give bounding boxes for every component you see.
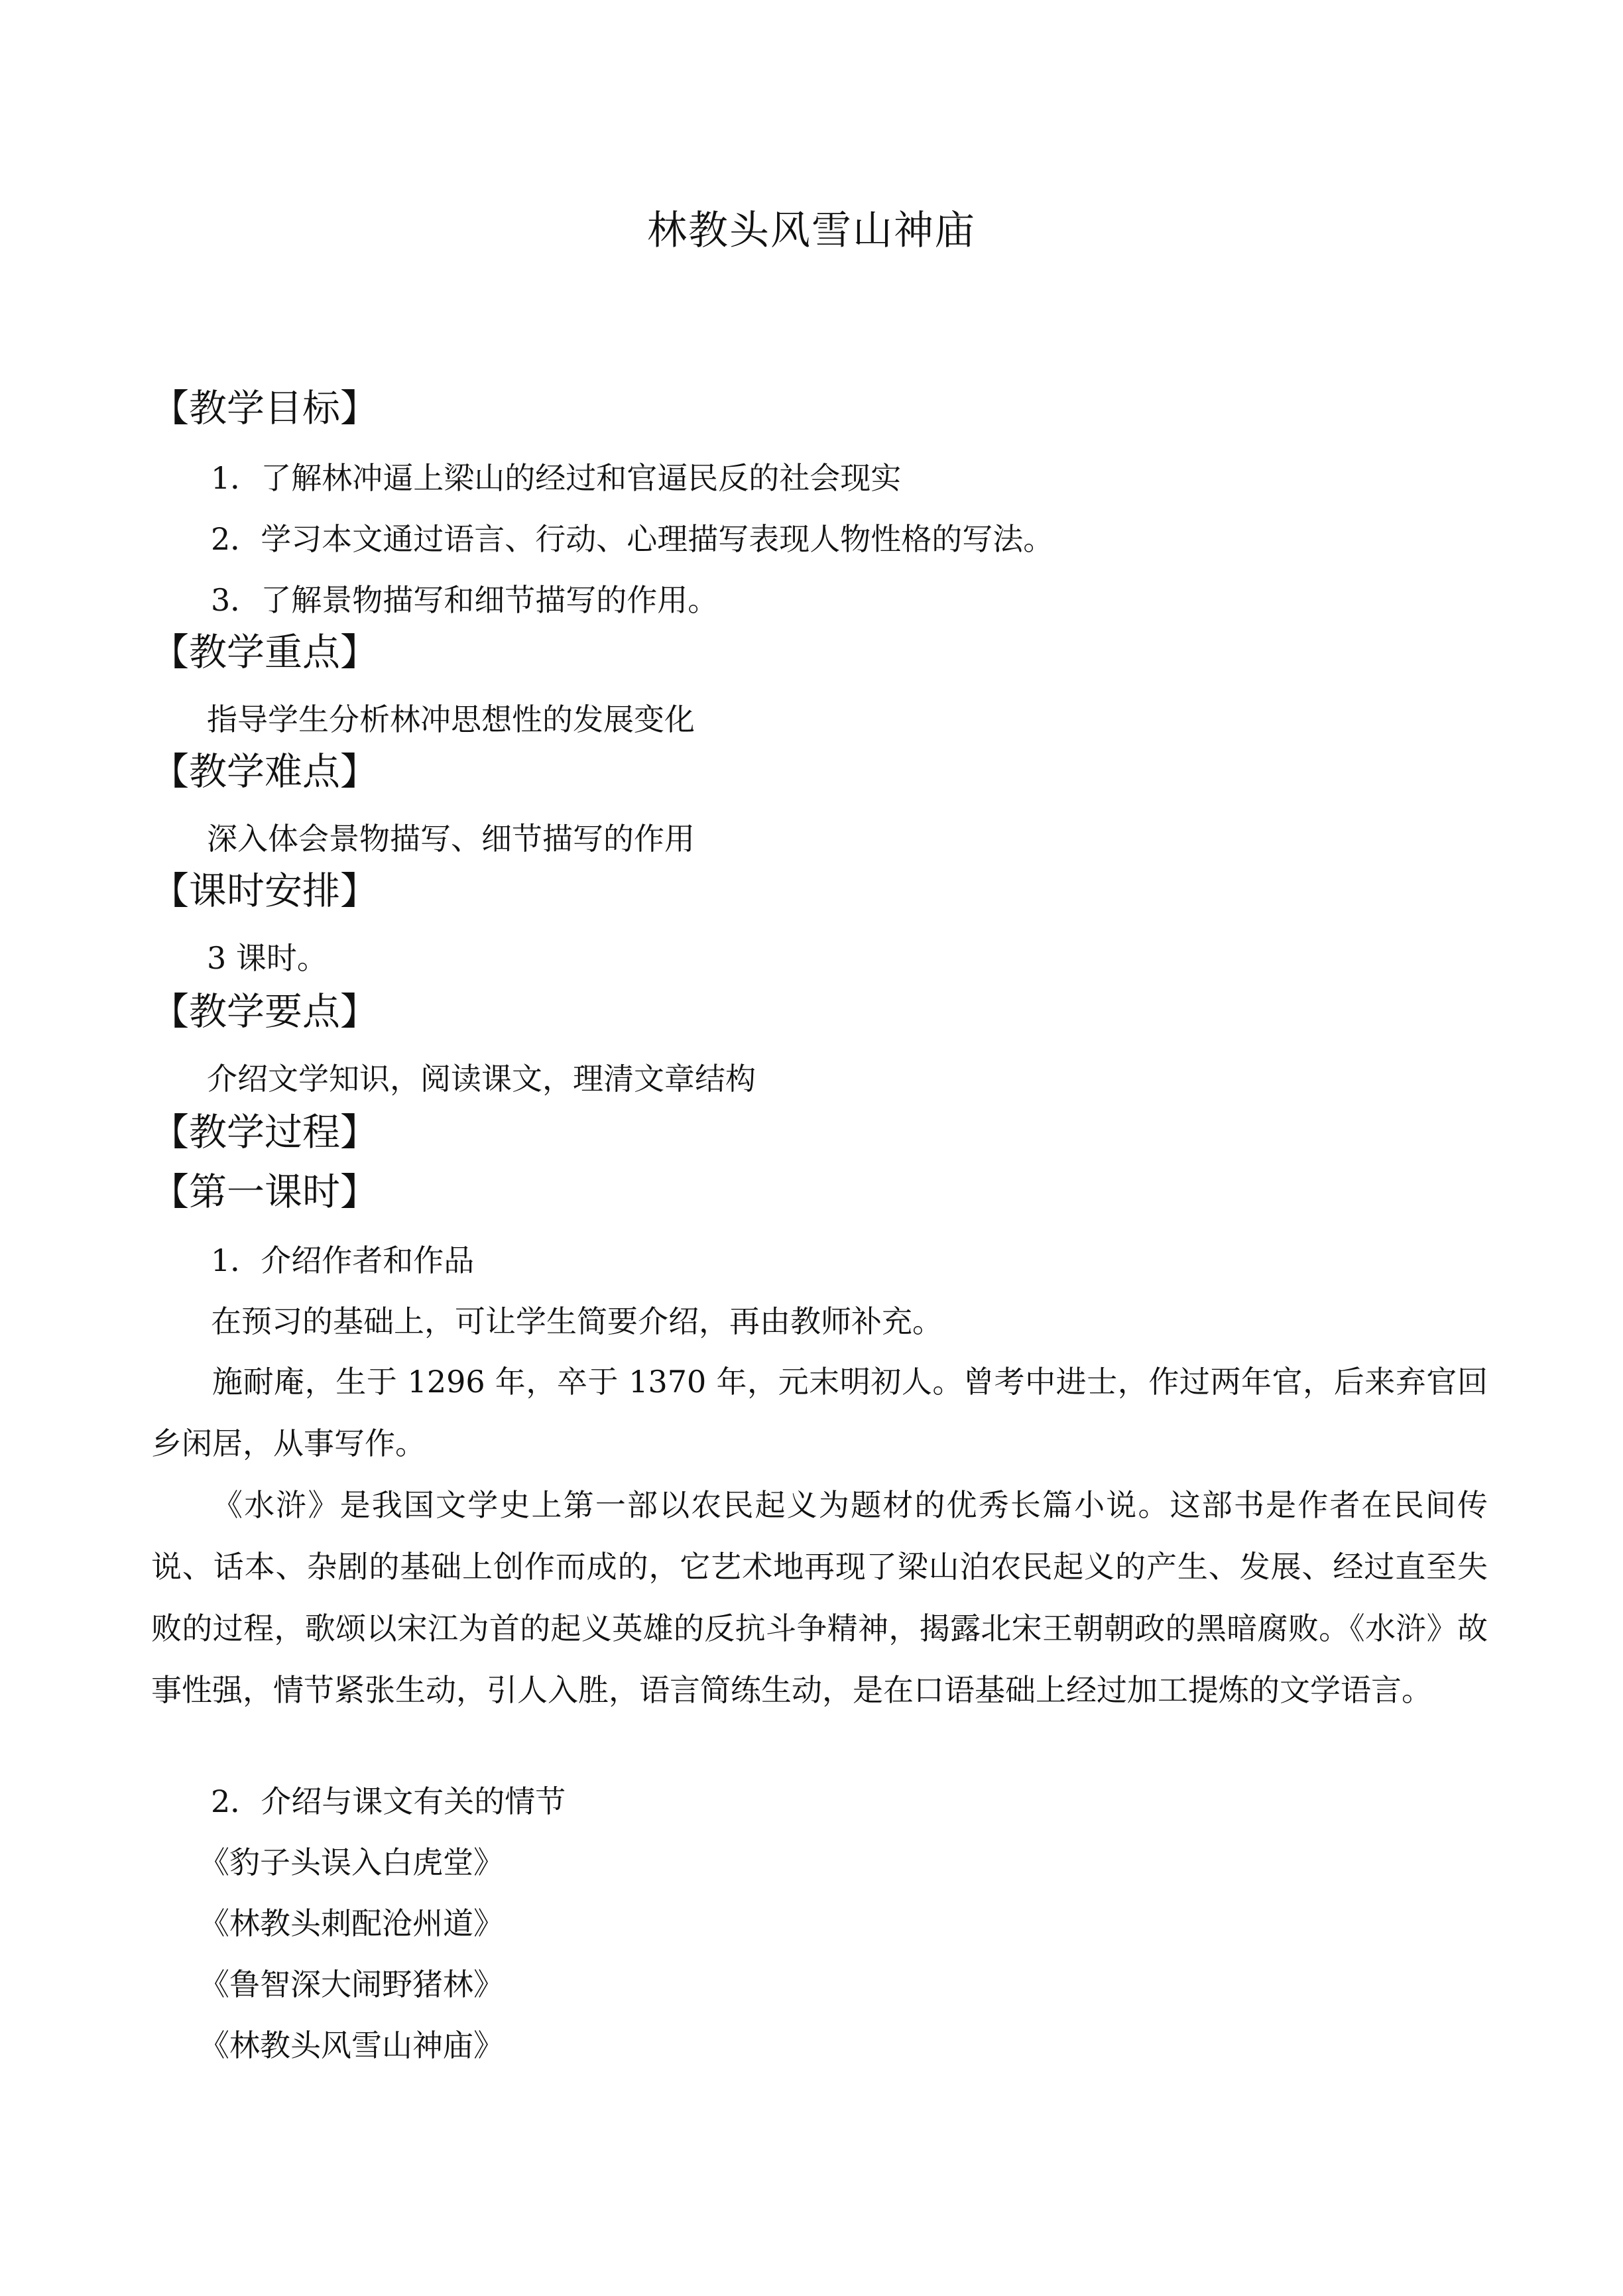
- author-paragraph: 施耐庵，生于 1296 年，卒于 1370 年，元末明初人。曾考中进士，作过两年官，后来弃官回乡闲居，从事写作。: [151, 1364, 1488, 1461]
- chapter-item-3: 《鲁智深大闹野猪林》: [199, 1966, 504, 2002]
- objective-item-1: 1．了解林冲逼上梁山的经过和官逼民反的社会现实: [211, 460, 902, 496]
- key-points-heading: 【教学重点】: [151, 631, 378, 674]
- step-1-note: 在预习的基础上，可让学生简要介绍，再由教师补充。: [211, 1303, 943, 1339]
- chapter-item-2: 《林教头刺配沧州道》: [199, 1905, 504, 1941]
- objective-item-2: 2．学习本文通过语言、行动、心理描写表现人物性格的写法。: [211, 521, 1054, 557]
- schedule-heading: 【课时安排】: [151, 869, 378, 913]
- objective-item-3: 3．了解景物描写和细节描写的作用。: [211, 582, 719, 618]
- process-heading: 【教学过程】: [151, 1111, 378, 1154]
- chapter-item-4: 《林教头风雪山神庙》: [199, 2027, 504, 2063]
- step-1-title: 1．介绍作者和作品: [211, 1242, 475, 1278]
- essentials-text: 介绍文学知识，阅读课文，理清文章结构: [207, 1061, 756, 1097]
- document-title: 林教头风雪山神庙: [647, 208, 976, 254]
- step-2-title: 2．介绍与课文有关的情节: [211, 1783, 566, 1819]
- difficulties-text: 深入体会景物描写、细节描写的作用: [207, 821, 695, 857]
- chapter-item-1: 《豹子头误入白虎堂》: [199, 1844, 504, 1880]
- book-paragraph: 《水浒》是我国文学史上第一部以农民起义为题材的优秀长篇小说。这部书是作者在民间传说、话本、杂剧的基础上创作而成的，它艺术地再现了梁山泊农民起义的产生、发展、经过直至失败的过程，歌颂以宋江为首的起义英雄的反抗斗争精神，揭露北宋王朝朝政的黑暗腐败。《水浒》故事性强，情节紧张生动，引人入胜，语言简练生动，是在口语基础上经过加工提炼的文学语言。: [151, 1487, 1488, 1708]
- objectives-heading: 【教学目标】: [151, 387, 378, 430]
- key-points-text: 指导学生分析林冲思想性的发展变化: [207, 701, 695, 737]
- schedule-text: 3 课时。: [207, 940, 328, 976]
- first-lesson-heading: 【第一课时】: [151, 1170, 378, 1214]
- difficulties-heading: 【教学难点】: [151, 750, 378, 794]
- essentials-heading: 【教学要点】: [151, 990, 378, 1034]
